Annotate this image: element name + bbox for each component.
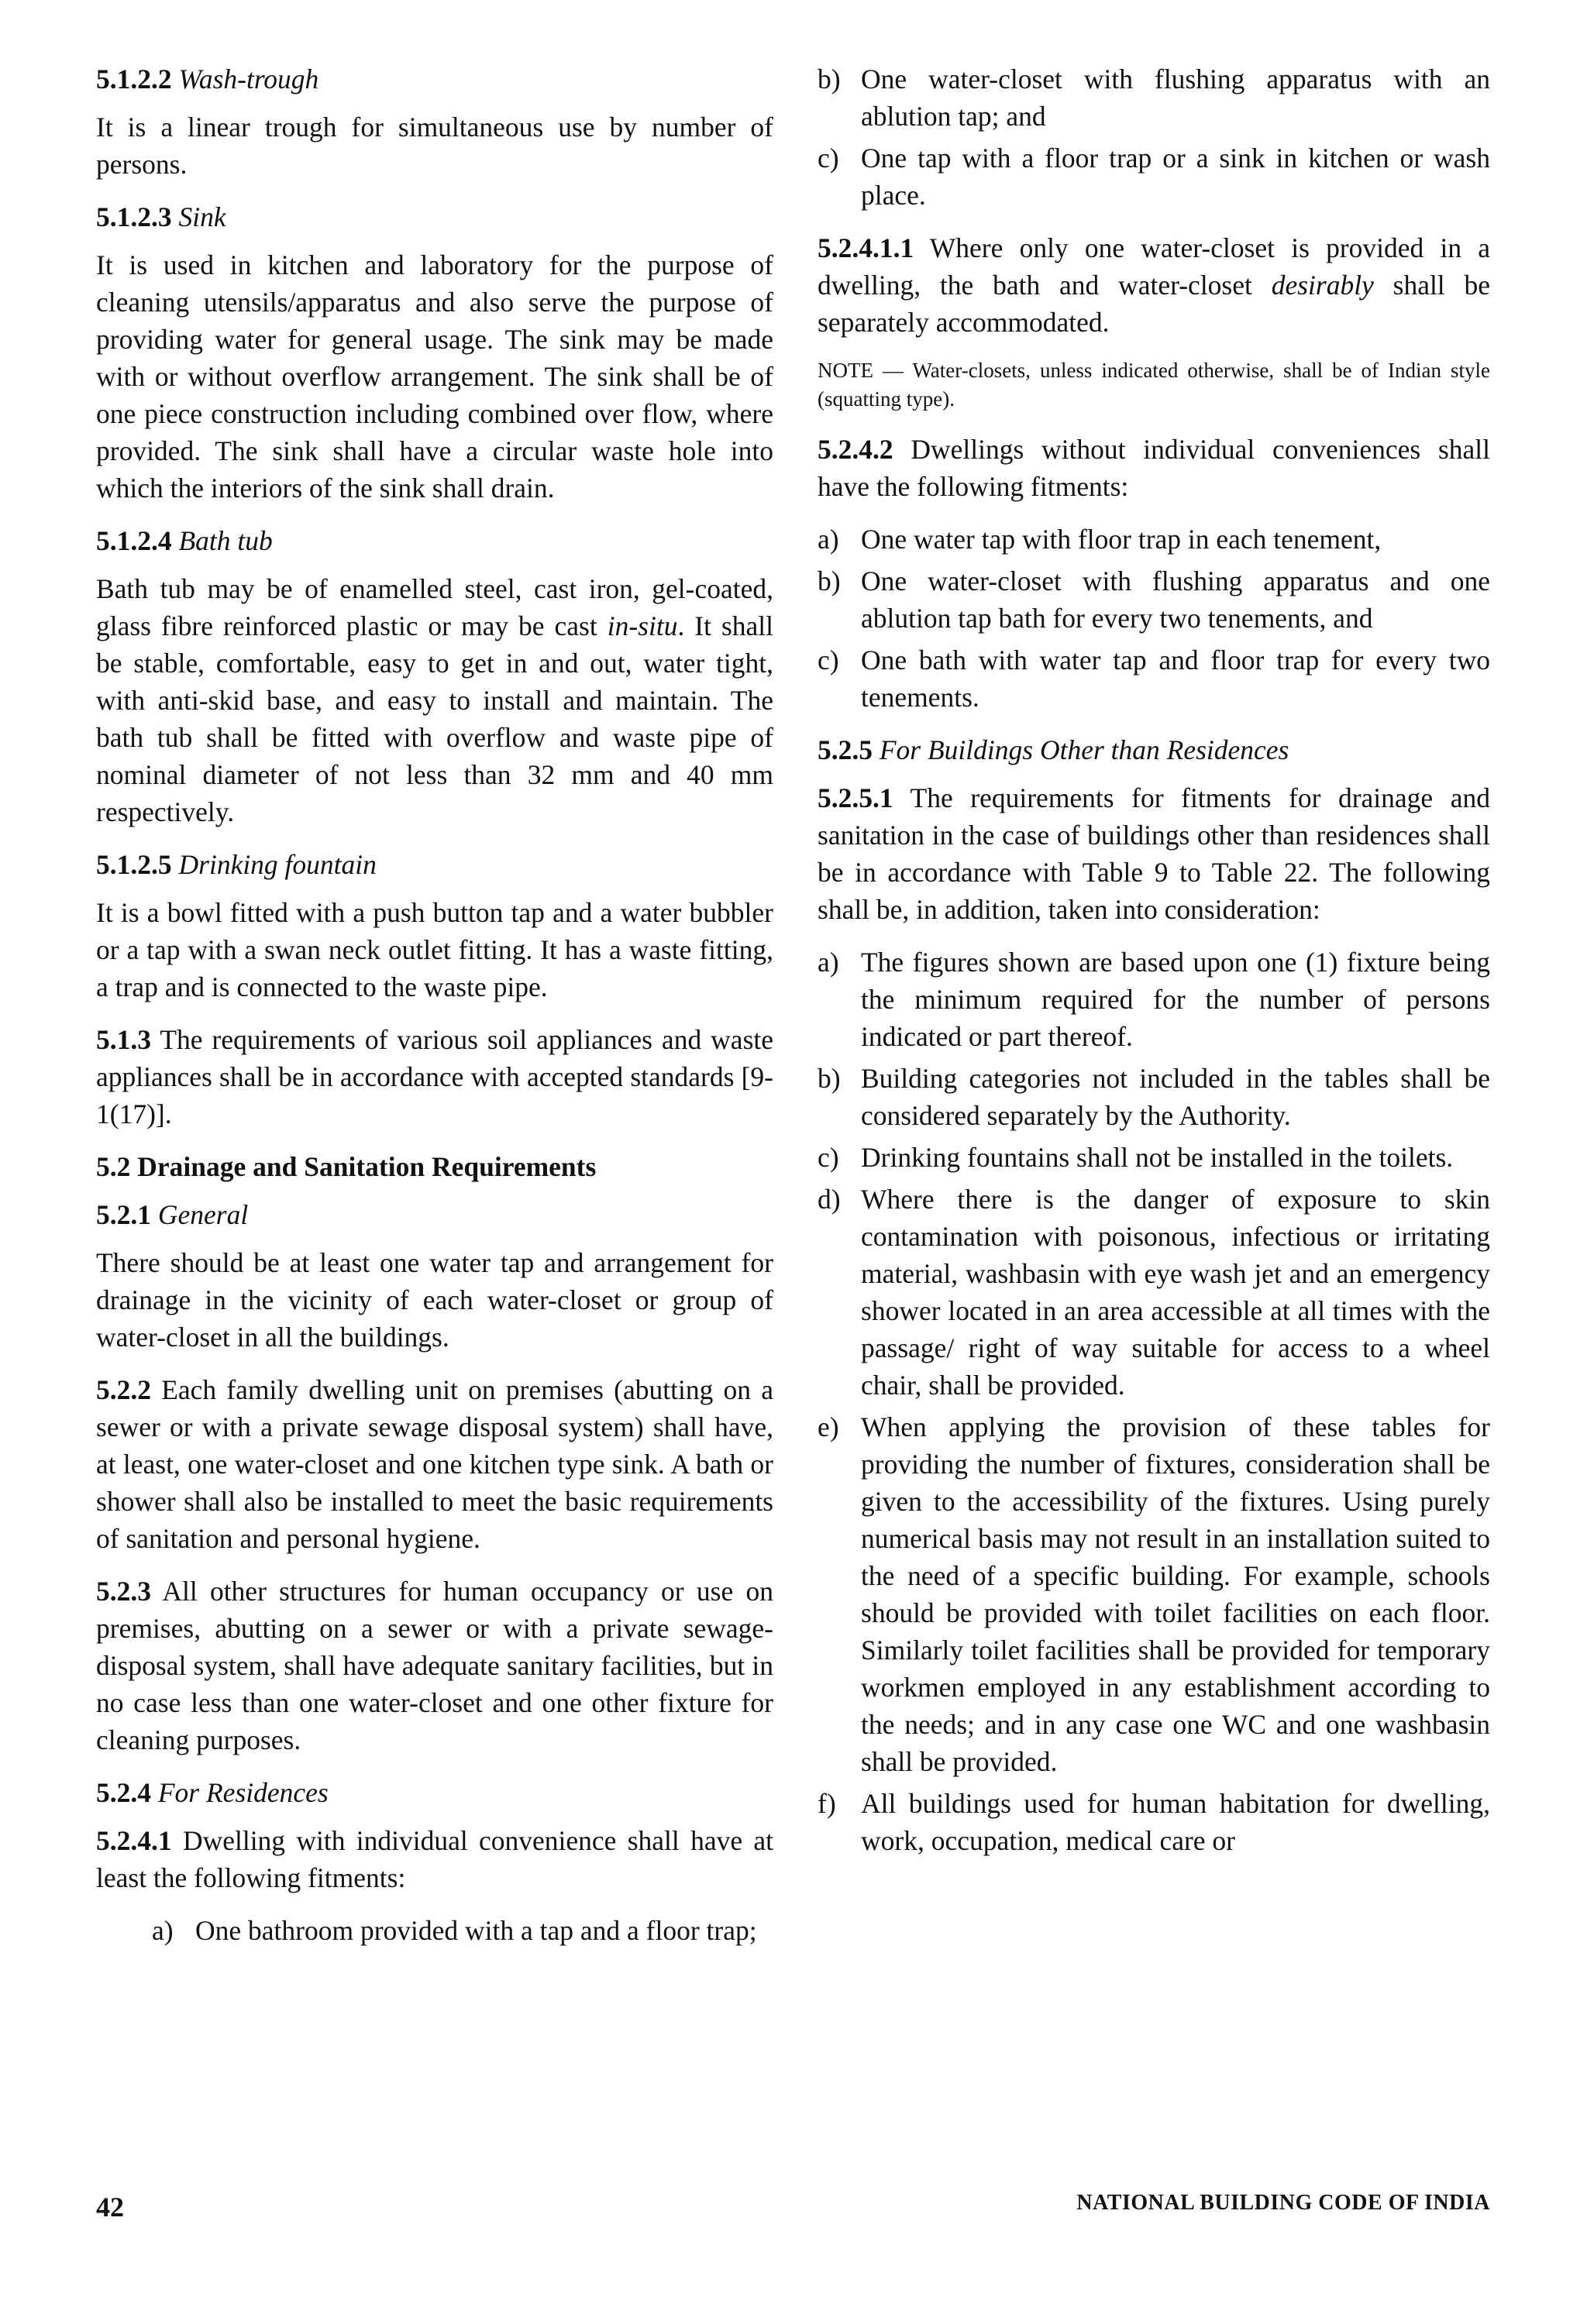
list-text: All buildings used for human habitation for dwelling, work, occupation, medical care or <box>861 1788 1490 1856</box>
list-item <box>818 641 1490 716</box>
running-title: NATIONAL BUILDING CODE OF INDIA <box>1076 2191 1490 2215</box>
list-item <box>818 1785 1490 1859</box>
list-text: One water-closet with flushing apparatus and one ablution tap bath for every two tenements, and <box>861 566 1490 634</box>
section-number: 5.2.4 <box>96 1777 151 1808</box>
paragraph <box>818 431 1490 505</box>
paragraph <box>96 570 773 830</box>
section-heading <box>96 1196 773 1233</box>
section-title: For Buildings Other than Residences <box>879 734 1289 765</box>
list-text: One bathroom provided with a tap and a floor trap; <box>195 1915 757 1946</box>
section-heading <box>96 522 773 559</box>
list-marker: e) <box>818 1411 839 1442</box>
section-number: 5.2.4.2 <box>818 434 893 465</box>
section-number: 5.2 <box>96 1151 131 1182</box>
paragraph: There should be at least one water tap and arrangement for drainage in the vicinity of each water-closet or group of water-closet in all the buildings. <box>96 1247 773 1353</box>
text-run: The requirements of various soil appliances and waste appliances shall be in accordance with accepted standards [9-1(17)]. <box>96 1024 774 1129</box>
list-item <box>818 1060 1490 1134</box>
fitment-list <box>818 521 1490 716</box>
list-item <box>818 1408 1490 1780</box>
list-marker: b) <box>818 1063 841 1094</box>
section-number: 5.2.5.1 <box>818 782 893 813</box>
list-marker: b) <box>818 566 841 596</box>
paragraph: It is a linear trough for simultaneous use by number of persons. <box>96 112 773 180</box>
list-marker: c) <box>818 1142 839 1173</box>
paragraph: It is a bowl fitted with a push button tap and a water bubbler or a tap with a swan neck outlet fitting. It has a waste fitting, a trap and is connected to the waste pipe. <box>96 897 773 1002</box>
list-item <box>818 60 1490 135</box>
text-run: Each family dwelling unit on premises (abutting on a sewer or with a private sewage disposal system) shall have, at least, one water-closet and one kitchen type sink. A bath or shower shall also be installed to meet the basic requirements of sanitation and personal hygiene. <box>96 1374 773 1554</box>
list-text: One water-closet with flushing apparatus with an ablution tap; and <box>861 64 1490 132</box>
list-text: Building categories not included in the tables shall be considered separately by the Authority. <box>861 1063 1490 1131</box>
section-title: Bath tub <box>178 525 273 556</box>
note: NOTE — Water-closets, unless indicated otherwise, shall be of Indian style (squatting type). <box>818 359 1490 411</box>
text-run: Dwellings without individual conveniences shall have the following fitments: <box>818 434 1490 502</box>
text-run: Dwelling with individual convenience shall have at least the following fitments: <box>96 1825 774 1893</box>
list-text: One tap with a floor trap or a sink in kitchen or wash place. <box>861 143 1490 211</box>
section-title: Sink <box>178 201 226 232</box>
section-number: 5.1.3 <box>96 1024 151 1055</box>
list-marker: a) <box>818 524 839 555</box>
section-number: 5.2.1 <box>96 1199 151 1230</box>
section-heading <box>96 1148 773 1185</box>
section-number: 5.1.2.2 <box>96 64 172 95</box>
paragraph <box>818 779 1490 928</box>
list-marker: c) <box>818 143 839 174</box>
section-title: General <box>157 1199 249 1230</box>
section-title: For Residences <box>157 1777 329 1808</box>
section-number: 5.2.4.1.1 <box>818 232 914 263</box>
list-marker: d) <box>818 1184 841 1215</box>
section-heading <box>96 846 773 883</box>
paragraph <box>96 1822 773 1896</box>
text-run: . It shall be stable, comfortable, easy to get in and out, water tight, with anti-skid base, and easy to install and maintain. The bath tub shall be fitted with overflow and waste pipe of nominal diameter of not less than 32 mm and 40 mm respectively. <box>96 610 774 827</box>
page-number: 42 <box>96 2192 124 2223</box>
section-title: Drainage and Sanitation Requirements <box>137 1151 597 1182</box>
section-heading <box>818 731 1490 768</box>
paragraph <box>96 1573 773 1758</box>
text-run: Bath tub may be of enamelled steel, cast iron, gel-coated, glass fibre reinforced plastic or may be cast <box>96 573 773 641</box>
list-marker: c) <box>818 645 839 676</box>
section-number: 5.2.2 <box>96 1374 151 1405</box>
list-marker: b) <box>818 64 841 95</box>
section-heading <box>96 198 773 235</box>
section-heading <box>96 1774 773 1811</box>
list-item <box>152 1912 773 1949</box>
text-run: The requirements for fitments for drainage and sanitation in the case of buildings other than residences shall be in accordance with Table 9 to Table 22. The following shall be, in addition, taken into consideration: <box>818 782 1490 925</box>
list-item <box>818 562 1490 637</box>
list-marker: a) <box>818 947 839 978</box>
right-column <box>818 60 1490 1875</box>
italic-term: desirably <box>1271 270 1374 301</box>
list-item <box>818 944 1490 1055</box>
list-text: The figures shown are based upon one (1) fixture being the minimum required for the number of persons indicated or part thereof. <box>861 947 1490 1052</box>
paragraph <box>96 1371 773 1557</box>
text-run: shall be separately accommodated. <box>818 270 1490 338</box>
list-item <box>818 139 1490 214</box>
section-number: 5.2.5 <box>818 734 873 765</box>
list-text: When applying the provision of these tables for providing the number of fixtures, consideration shall be given to the accessibility of the fixtures. Using purely numerical basis may not result in an installation suited to the need of a specific building. For example, schools should be provided with toilet facilities on each floor. Similarly toilet facilities shall be provided for temporary workmen employed in any establishment according to the needs; and in any case one WC and one washbasin shall be provided. <box>861 1411 1490 1777</box>
list-text: One water tap with floor trap in each tenement, <box>861 524 1382 555</box>
list-marker: f) <box>818 1788 836 1819</box>
text-run: Where only one water-closet is provided in a dwelling, the bath and water-closet <box>818 232 1491 301</box>
section-number: 5.1.2.4 <box>96 525 172 556</box>
list-text: Where there is the danger of exposure to skin contamination with poisonous, infectious or irritating material, washbasin with eye wash jet and an emergency shower located in an area accessible at all times with the passage/ right of way suitable for access to a wheel chair, shall be provided. <box>861 1184 1490 1401</box>
section-number: 5.1.2.3 <box>96 201 172 232</box>
section-title: Wash-trough <box>178 64 319 95</box>
left-column <box>96 60 773 1965</box>
paragraph <box>96 1021 773 1133</box>
italic-term: in-situ <box>607 610 678 641</box>
section-title: Drinking fountain <box>178 849 377 880</box>
paragraph <box>818 229 1490 341</box>
list-text: Drinking fountains shall not be installed in the toilets. <box>861 1142 1454 1173</box>
paragraph: It is used in kitchen and laboratory for the purpose of cleaning utensils/apparatus and also serve the purpose of providing water for general usage. The sink may be made with or without overflow arrangement. The sink shall be of one piece construction including combined over flow, where provided. The sink shall have a circular waste hole into which the interiors of the sink shall drain. <box>96 249 773 504</box>
fitment-list <box>818 60 1490 214</box>
section-number: 5.2.3 <box>96 1576 151 1607</box>
section-number: 5.2.4.1 <box>96 1825 172 1856</box>
list-marker: a) <box>152 1915 174 1946</box>
list-item <box>818 1181 1490 1404</box>
consideration-list <box>818 944 1490 1859</box>
section-number: 5.1.2.5 <box>96 849 172 880</box>
fitment-list <box>96 1912 773 1949</box>
list-item <box>818 1139 1490 1176</box>
text-run: All other structures for human occupancy or use on premises, abutting on a sewer or with a private sewage-disposal system, shall have adequate sanitary facilities, but in no case less than one water-closet and one other fixture for cleaning purposes. <box>96 1576 773 1755</box>
section-heading <box>96 60 773 98</box>
list-text: One bath with water tap and floor trap for every two tenements. <box>861 645 1490 713</box>
list-item <box>818 521 1490 558</box>
